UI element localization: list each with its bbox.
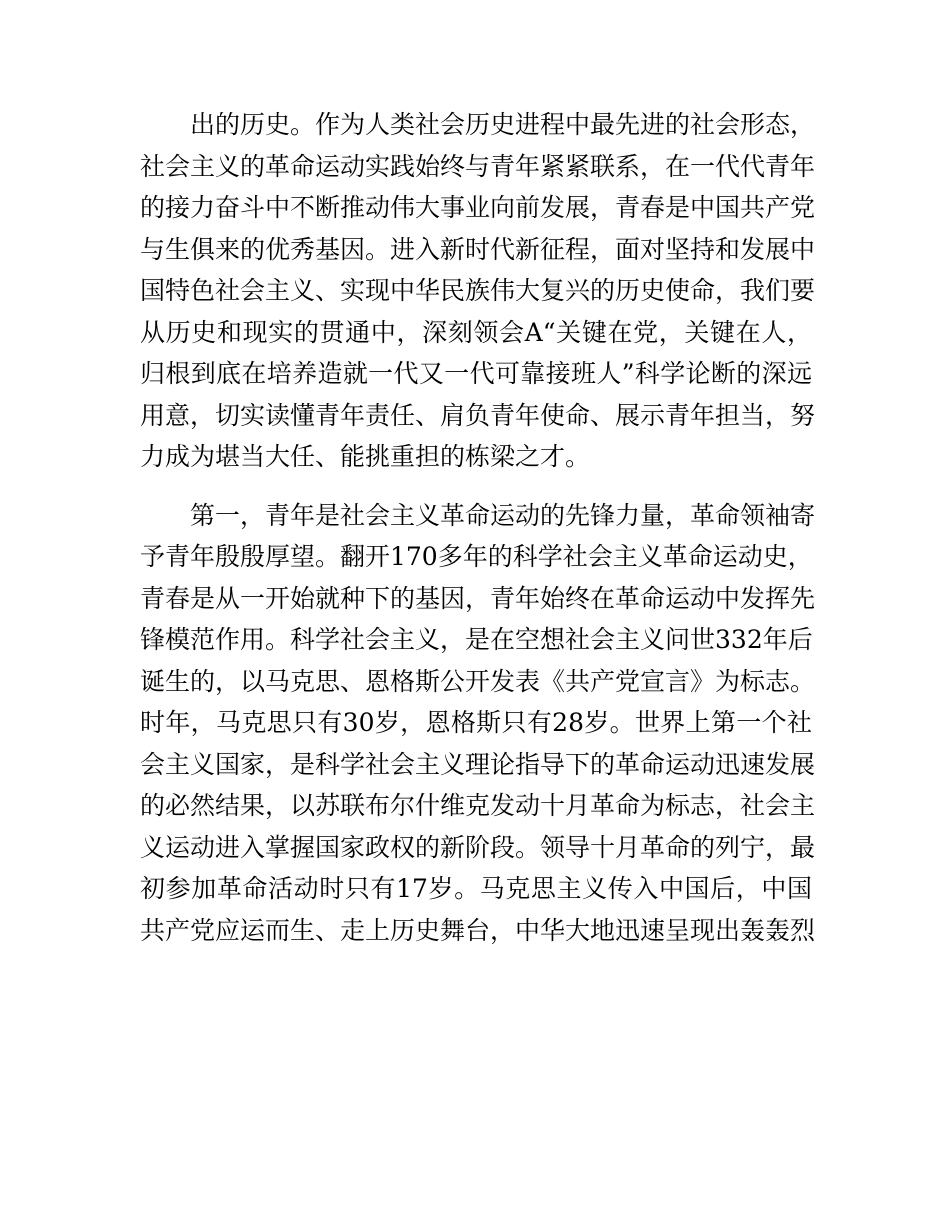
text-line: 用意，切实读懂青年责任、肩负青年使命、展示青年担当，努 <box>140 400 816 430</box>
text-line: 力成为堪当大任、能挑重担的栋梁之才。 <box>140 442 591 471</box>
text-line: 初参加革命活动时只有17岁。马克思主义传入中国后，中国 <box>140 874 812 903</box>
text-line: 第一，青年是社会主义革命运动的先锋力量，革命领袖寄 <box>190 500 816 530</box>
text-line: 社会主义的革命运动实践始终与青年紧紧联系，在一代代青年 <box>140 151 816 181</box>
text-line: 出的历史。作为人类社会历史进程中最先进的社会形态， <box>190 110 816 139</box>
text-line: 会主义国家，是科学社会主义理论指导下的革命运动迅速发展 <box>140 749 816 779</box>
text-line: 从历史和现实的贯通中，深刻领会A“关键在党，关键在人， <box>140 317 812 347</box>
text-line: 义运动进入掌握国家政权的新阶段。领导十月革命的列宁，最 <box>140 832 816 862</box>
paragraph-spacing <box>140 478 812 495</box>
text-line: 共产党应运而生、走上历史舞台，中华大地迅速呈现出轰轰烈 <box>140 915 816 945</box>
text-line: 归根到底在培养造就一代又一代可靠接班人”科学论断的深远 <box>140 359 812 388</box>
paragraph-1 <box>140 104 816 478</box>
text-line: 国特色社会主义、实现中华民族伟大复兴的历史使命，我们要 <box>140 276 816 305</box>
text-line: 予青年殷殷厚望。翻开170多年的科学社会主义革命运动史， <box>140 542 813 571</box>
text-line: 与生俱来的优秀基因。进入新时代新征程，面对坚持和发展中 <box>140 234 816 264</box>
text-line: 锋模范作用。科学社会主义，是在空想社会主义问世332年后 <box>140 625 813 654</box>
paragraph-2 <box>140 495 816 952</box>
document-body <box>140 104 816 951</box>
text-line: 青春是从一开始就种下的基因，青年始终在革命运动中发挥先 <box>140 583 816 613</box>
text-line: 的接力奋斗中不断推动伟大事业向前发展，青春是中国共产党 <box>140 193 816 222</box>
text-line: 诞生的，以马克思、恩格斯公开发表《共产党宣言》为标志。 <box>140 666 816 696</box>
text-line: 的必然结果，以苏联布尔什维克发动十月革命为标志，社会主 <box>140 791 816 820</box>
text-line: 时年，马克思只有30岁，恩格斯只有28岁。世界上第一个社 <box>140 708 812 737</box>
